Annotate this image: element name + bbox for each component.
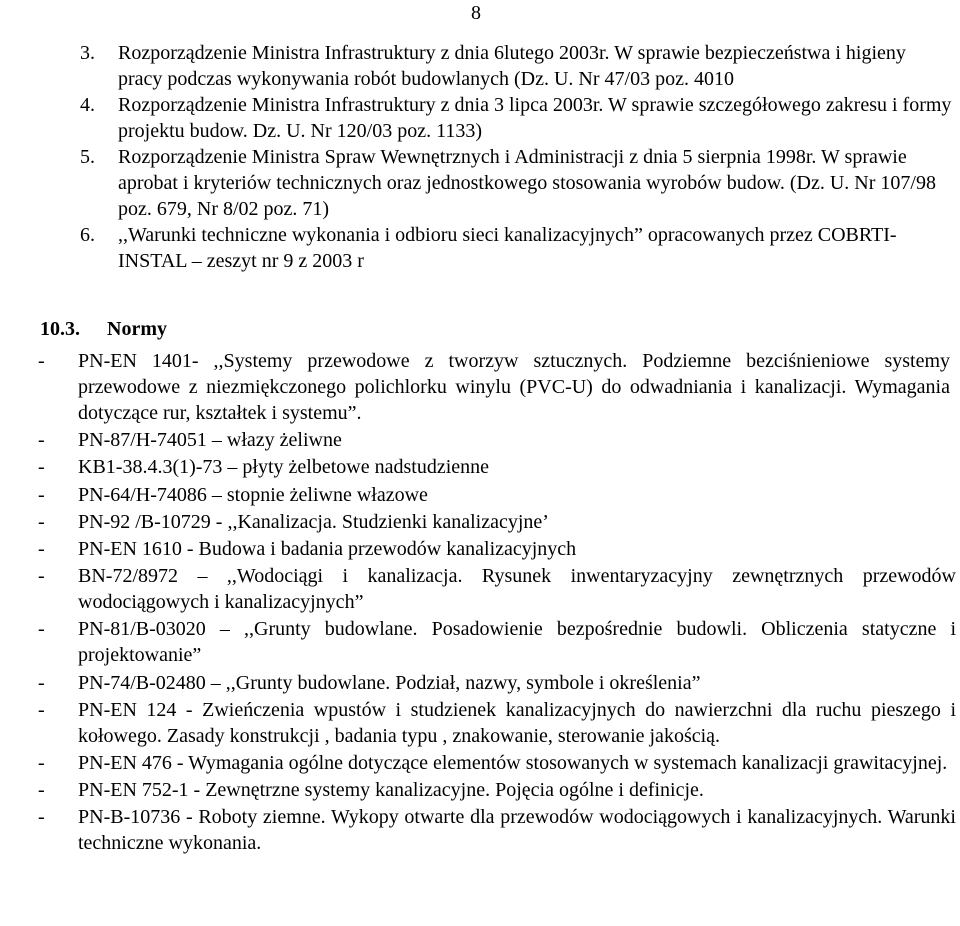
- list-item: [80, 40, 952, 92]
- norm-item: [38, 482, 956, 508]
- list-item-text: Rozporządzenie Ministra Spraw Wewnętrznych i Administracji z dnia 5 sierpnia 1998r. W sprawie aprobat i kryteriów technicznych oraz jednostkowego stosowania wyrobów budow. (Dz. U. Nr 107/98 poz. 679, Nr 8/02 poz. 71): [118, 146, 936, 220]
- norm-text: PN-EN 476 - Wymagania ogólne dotyczące elementów stosowanych w systemach kanalizacji grawitacyjnej.: [78, 751, 948, 774]
- list-dash: -: [38, 779, 45, 802]
- section-title: Normy: [107, 318, 167, 340]
- norm-text: KB1-38.4.3(1)-73 – płyty żelbetowe nadstudzienne: [78, 456, 490, 479]
- norm-item: [38, 750, 956, 776]
- list-dash: -: [38, 751, 45, 774]
- list-item-text: Rozporządzenie Ministra Infrastruktury z dnia 6lutego 2003r. W sprawie bezpieczeństwa i higieny pracy podczas wykonywania robót budowlanych (Dz. U. Nr 47/03 poz. 4010: [118, 42, 906, 90]
- norm-text: PN-64/H-74086 – stopnie żeliwne włazowe: [78, 483, 428, 506]
- list-dash: -: [38, 350, 45, 372]
- list-dash: -: [38, 483, 45, 506]
- norm-text: PN-EN 752-1 - Zewnętrzne systemy kanalizacyjne. Pojęcia ogólne i definicje.: [78, 779, 704, 802]
- page-number: 8: [471, 2, 481, 24]
- list-dash: -: [38, 618, 45, 641]
- list-item-number: 3.: [80, 42, 95, 64]
- list-dash: -: [38, 806, 45, 829]
- norm-item: [38, 348, 956, 426]
- list-item-text: Rozporządzenie Ministra Infrastruktury z dnia 3 lipca 2003r. W sprawie szczegółowego zakresu i formy projektu budow. Dz. U. Nr 120/03 poz. 1133): [118, 94, 952, 142]
- list-item: [80, 144, 952, 222]
- list-item-text: ,,Warunki techniczne wykonania i odbioru sieci kanalizacyjnych” opracowanych przez COBRTI-INSTAL – zeszyt nr 9 z 2003 r: [118, 224, 897, 272]
- norm-text: PN-EN 1401- ,,Systemy przewodowe z tworzyw sztucznych. Podziemne bezciśnieniowe systemy przewodowe z niezmiękczonego polichlorku winylu (PVC-U) do odwadniania i kanalizacji. Wymagania dotyczące rur, kształtek i systemu”.: [78, 350, 950, 424]
- norm-item: [38, 804, 956, 856]
- norm-item: [38, 509, 956, 535]
- norm-text: PN-87/H-74051 – włazy żeliwne: [78, 429, 342, 452]
- list-item-number: 6.: [80, 224, 95, 246]
- norm-item: [38, 616, 956, 668]
- section-number: 10.3.: [40, 318, 80, 340]
- norm-item: [38, 777, 956, 803]
- list-dash: -: [38, 456, 45, 479]
- norm-text: PN-81/B-03020 – ,,Grunty budowlane. Posadowienie bezpośrednie budowli. Obliczenia statyczne i projektowanie”: [78, 618, 956, 667]
- list-item-number: 5.: [80, 146, 95, 168]
- list-dash: -: [38, 510, 45, 533]
- list-dash: -: [38, 565, 45, 588]
- list-item: [80, 92, 952, 144]
- norm-item: [38, 670, 956, 696]
- norm-item: [38, 697, 956, 749]
- norm-item: [38, 427, 956, 453]
- norm-item: [38, 454, 956, 480]
- regulations-list: [80, 40, 952, 274]
- list-item-number: 4.: [80, 94, 95, 116]
- norm-text: BN-72/8972 – ,,Wodociągi i kanalizacja. Rysunek inwentaryzacyjny zewnętrznych przewodów wodociągowych i kanalizacyjnych”: [78, 565, 956, 614]
- section-heading: [40, 316, 167, 342]
- norm-item: [38, 536, 956, 562]
- list-dash: -: [38, 537, 45, 560]
- list-dash: -: [38, 698, 45, 721]
- list-dash: -: [38, 671, 45, 694]
- list-dash: -: [38, 429, 45, 452]
- norm-text: PN-B-10736 - Roboty ziemne. Wykopy otwarte dla przewodów wodociągowych i kanalizacyjnych. Warunki techniczne wykonania.: [78, 806, 956, 855]
- list-item: [80, 222, 952, 274]
- norm-text: PN-EN 1610 - Budowa i badania przewodów kanalizacyjnych: [78, 537, 577, 560]
- norm-text: PN-92 /B-10729 - ,,Kanalizacja. Studzienki kanalizacyjne’: [78, 510, 549, 533]
- norm-item: [38, 563, 956, 615]
- norms-list: [38, 348, 956, 857]
- norm-text: PN-74/B-02480 – ,,Grunty budowlane. Podział, nazwy, symbole i określenia”: [78, 671, 701, 694]
- norm-text: PN-EN 124 - Zwieńczenia wpustów i studzienek kanalizacyjnych do nawierzchni dla ruchu pieszego i kołowego. Zasady konstrukcji , badania typu , znakowanie, sterowanie jakością.: [78, 698, 956, 747]
